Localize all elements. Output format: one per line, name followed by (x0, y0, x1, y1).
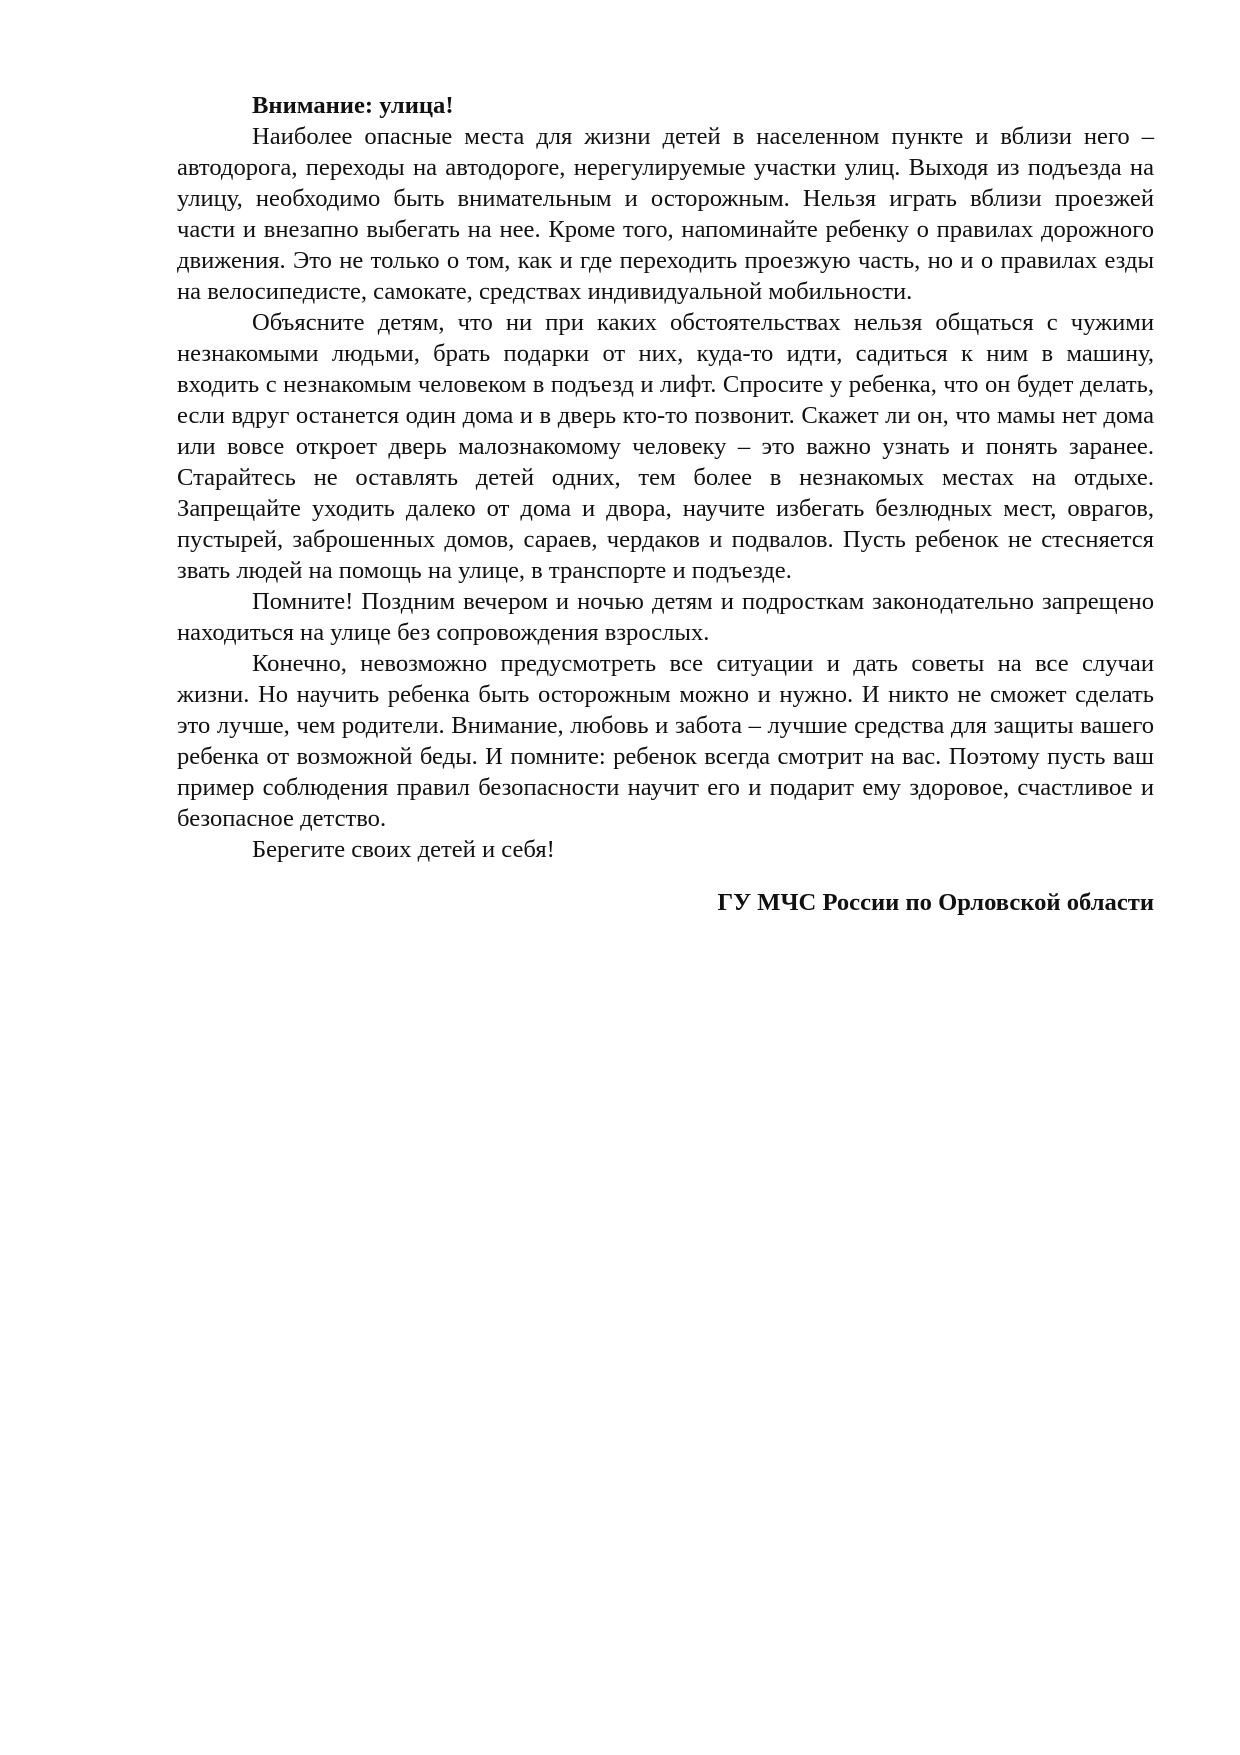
document-heading: Внимание: улица! (252, 92, 454, 119)
paragraph-curfew: Помните! Поздним вечером и ночью детям и подросткам законодательно запрещено находиться на улице без сопровождения взрослых. (177, 588, 1154, 646)
paragraph-strangers: Объясните детям, что ни при каких обстоятельствах нельзя общаться с чужими незнакомыми людьми, брать подарки от них, куда-то идти, садиться к ним в машину, входить с незнакомым человеком в подъезд и лифт. Спросите у ребенка, что он будет делать, если вдруг останется один дома и в дверь кто-то позвонит. Скажет ли он, что мамы нет дома или вовсе откроет дверь малознакомому человеку – это важно узнать и понять заранее. Старайтесь не оставлять детей одних, тем более в незнакомых местах на отдыхе. Запрещайте уходить далеко от дома и двора, научите избегать безлюдных мест, оврагов, пустырей, заброшенных домов, сараев, чердаков и подвалов. Пусть ребенок не стесняется звать людей на помощь на улице, в транспорте и подъезде. (177, 309, 1154, 584)
signature: ГУ МЧС России по Орловской области (717, 889, 1154, 916)
paragraph-parents-example: Конечно, невозможно предусмотреть все ситуации и дать советы на все случаи жизни. Но научить ребенка быть осторожным можно и нужно. И никто не сможет сделать это лучше, чем родители. Внимание, любовь и забота – лучшие средства для защиты вашего ребенка от возможной беды. И помните: ребенок всегда смотрит на вас. Поэтому пусть ваш пример соблюдения правил безопасности научит его и подарит ему здоровое, счастливое и безопасное детство. (177, 650, 1154, 832)
closing-line: Берегите своих детей и себя! (252, 836, 555, 863)
paragraph-dangerous-places: Наиболее опасные места для жизни детей в населенном пункте и вблизи него – автодорога, переходы на автодороге, нерегулируемые участки улиц. Выходя из подъезда на улицу, необходимо быть внимательным и осторожным. Нельзя играть вблизи проезжей части и внезапно выбегать на нее. Кроме того, напоминайте ребенку о правилах дорожного движения. Это не только о том, как и где переходить проезжую часть, но и о правилах езды на велосипедисте, самокате, средствах индивидуальной мобильности. (177, 123, 1154, 305)
document-body (177, 90, 1154, 918)
